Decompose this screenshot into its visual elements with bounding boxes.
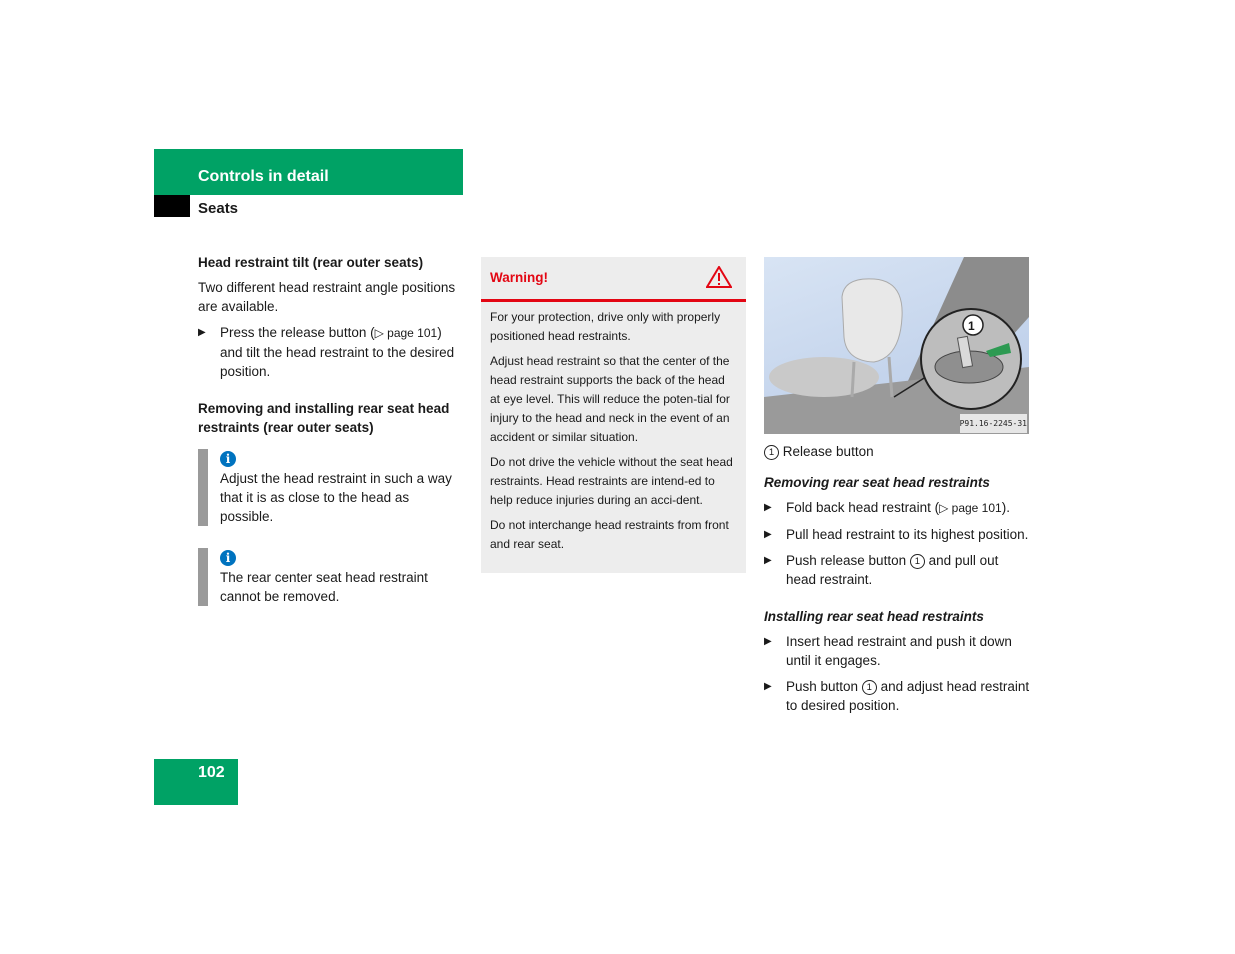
info-icon: i [220, 451, 236, 467]
warning-box [481, 257, 746, 573]
warning-paragraph: For your protection, drive only with properly positioned head restraints. [490, 310, 721, 343]
callout-number-icon: 1 [910, 554, 925, 569]
note-bar [198, 548, 208, 606]
info-note [198, 548, 463, 606]
page-number-box [154, 759, 238, 805]
page-reference-link[interactable]: ▷ page 101 [939, 501, 1002, 515]
info-icon: i [220, 550, 236, 566]
left-column [198, 253, 463, 606]
installing-heading: Installing rear seat head restraints [764, 609, 984, 624]
step-arrow-icon: ▶ [764, 681, 772, 692]
head-restraint-illustration [764, 257, 1029, 434]
figure-legend: 1 Release button [764, 442, 1032, 461]
section-title: Controls in detail [198, 168, 329, 185]
installing-step: ▶ Push button 1 and adjust head restraint to desired position. [764, 679, 1030, 713]
warning-paragraph: Adjust head restraint so that the center of the head restraint supports the back of the head at eye level. This will reduce the poten-tial for injury to the head and neck in the event of an accident or similar situation. [490, 354, 730, 444]
callout-number-icon: 1 [764, 445, 779, 460]
remove-install-heading: Removing and installing rear seat head restraints (rear outer seats) [198, 401, 450, 435]
info-note [198, 449, 463, 526]
note-text: Adjust the head restraint in such a way that it is as close to the head as possible. [220, 471, 452, 524]
right-column [764, 257, 1032, 722]
tilt-intro: Two different head restraint angle positions are available. [198, 280, 456, 314]
subsection-marker [154, 195, 190, 217]
warning-triangle-icon [706, 266, 732, 288]
removing-step: ▶ Push release button 1 and pull out head restraint. [764, 553, 999, 587]
warning-paragraph: Do not drive the vehicle without the seat head restraints. Head restraints are intend-ed to help reduce injuries during an acci-dent. [490, 455, 733, 507]
warning-body [481, 302, 746, 554]
tilt-heading: Head restraint tilt (rear outer seats) [198, 255, 424, 270]
callout-number-icon: 1 [862, 680, 877, 695]
step-arrow-icon: ▶ [198, 327, 206, 338]
page-number: 102 [198, 764, 225, 781]
tilt-step: ▶ Press the release button (▷ page 101) and tilt the head restraint to the desired position. [198, 325, 455, 379]
step-arrow-icon: ▶ [764, 502, 772, 513]
note-text: The rear center seat head restraint cannot be removed. [220, 570, 428, 604]
figure-code: P91.16-2245-31 [960, 414, 1027, 433]
note-bar [198, 449, 208, 526]
removing-heading: Removing rear seat head restraints [764, 475, 990, 490]
warning-header [481, 257, 746, 302]
step-arrow-icon: ▶ [764, 555, 772, 566]
installing-step: ▶ Insert head restraint and push it down until it engages. [764, 634, 1012, 668]
subsection-title: Seats [198, 200, 239, 217]
step-arrow-icon: ▶ [764, 636, 772, 647]
removing-step: ▶ Pull head restraint to its highest position. [764, 527, 1029, 542]
illustration-drawing [764, 257, 1029, 434]
step-arrow-icon: ▶ [764, 529, 772, 540]
removing-step: ▶ Fold back head restraint (▷ page 101). [764, 500, 1010, 515]
figure-callout-number: 1 [968, 319, 975, 333]
page-reference-link[interactable]: ▷ page 101 [374, 326, 438, 340]
warning-title: Warning! [490, 270, 548, 285]
warning-paragraph: Do not interchange head restraints from front and rear seat. [490, 518, 729, 551]
